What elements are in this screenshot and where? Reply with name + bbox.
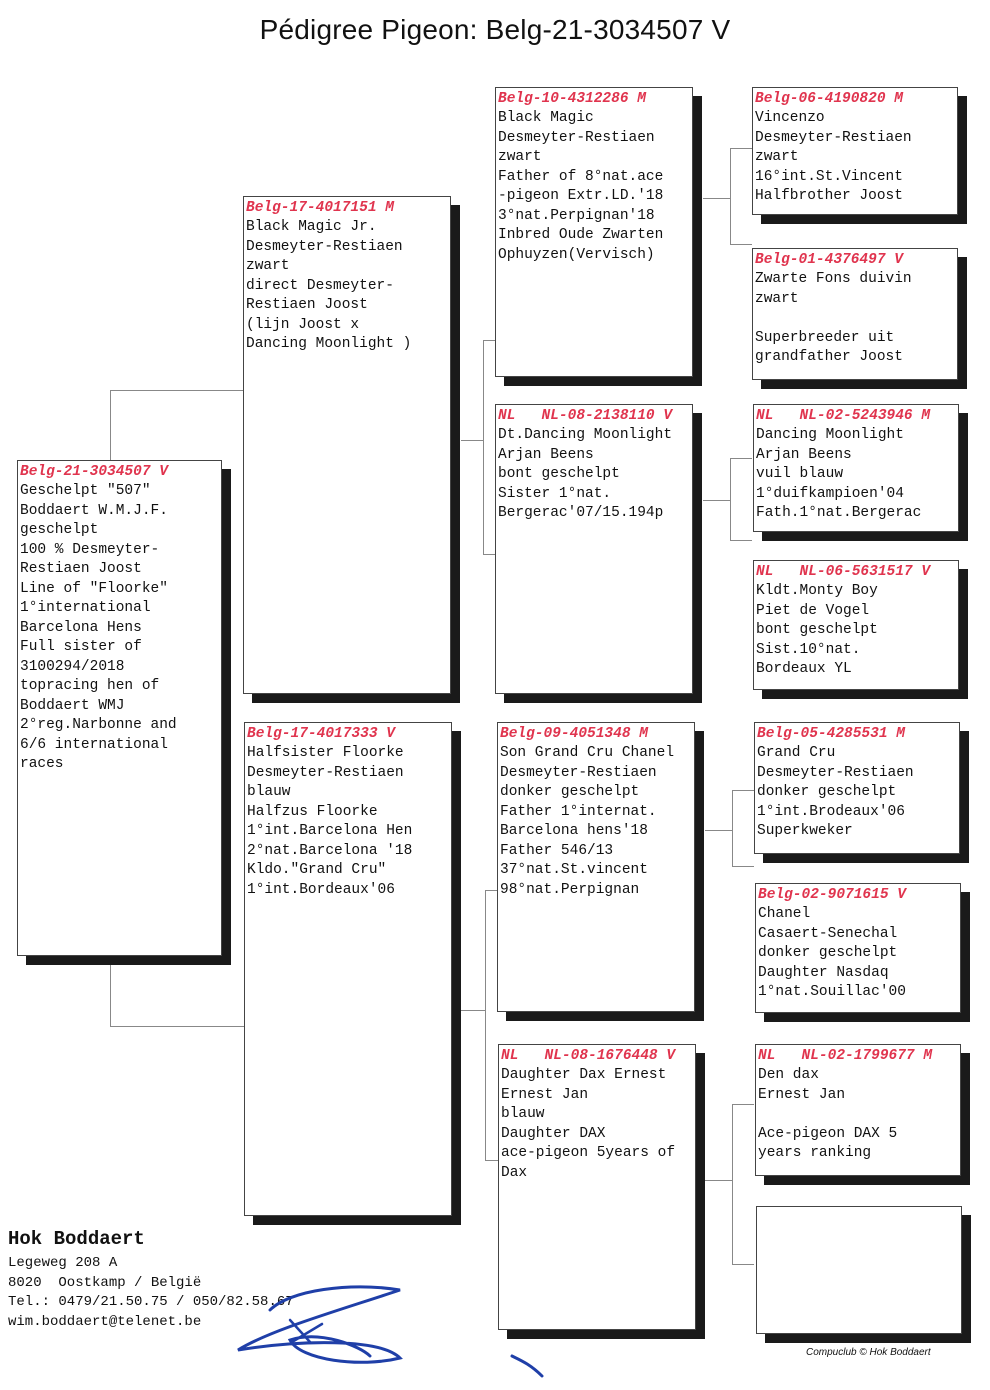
card-notes bbox=[756, 582, 958, 680]
card-line: zwart bbox=[755, 149, 799, 165]
card-notes bbox=[758, 905, 960, 1003]
pedigree-card-mmf bbox=[755, 1044, 961, 1176]
card-line: vuil blauw bbox=[756, 466, 844, 482]
card-line: 2°nat.Barcelona '18 bbox=[247, 842, 413, 859]
card-line: Boddaert W.M.J.F. bbox=[20, 502, 168, 519]
card-line: Desmeyter-Restiaen bbox=[247, 764, 404, 781]
card-line: Halfzus Floorke bbox=[247, 803, 378, 820]
card-line: blauw bbox=[247, 784, 291, 800]
connector-line bbox=[110, 956, 111, 1026]
card-line: Desmeyter-Restiaen bbox=[757, 764, 914, 781]
card-line: donker geschelpt bbox=[757, 784, 897, 800]
card-line: Halfbrother Joost bbox=[755, 188, 903, 204]
card-line: Full sister of bbox=[20, 639, 142, 655]
card-line: grandfather Joost bbox=[755, 349, 903, 365]
card-line: zwart bbox=[755, 290, 799, 307]
pedigree-card-mff bbox=[754, 722, 960, 854]
card-line: 6/6 international bbox=[20, 736, 168, 753]
ring-number: NL NL-02-5243946 M bbox=[756, 408, 931, 424]
connector-line bbox=[730, 458, 731, 540]
card-line: Sister 1°nat. bbox=[498, 485, 612, 502]
card-line: 1°duifkampioen'04 bbox=[756, 485, 904, 502]
card-line: 1°nat.Souillac'00 bbox=[758, 984, 906, 1000]
connector-line bbox=[732, 866, 754, 867]
card-line: Desmeyter-Restiaen bbox=[500, 764, 657, 781]
card-line: races bbox=[20, 756, 64, 772]
ring-number: Belg-21-3034507 V bbox=[20, 464, 168, 480]
pedigree-card-ffm bbox=[752, 248, 958, 380]
card-line: Arjan Beens bbox=[498, 446, 594, 463]
pedigree-card-mfm bbox=[755, 883, 961, 1013]
connector-line bbox=[703, 500, 730, 501]
card-line: Ophuyzen(Vervisch) bbox=[498, 246, 655, 263]
card-notes bbox=[498, 426, 692, 524]
connector-line bbox=[703, 198, 730, 199]
pedigree-card-mother bbox=[244, 722, 452, 1216]
card-notes bbox=[758, 1066, 960, 1164]
connector-line bbox=[732, 790, 754, 791]
card-notes bbox=[498, 109, 692, 265]
card-line: 3100294/2018 bbox=[20, 658, 125, 675]
card-line: Chanel bbox=[758, 906, 811, 922]
card-notes bbox=[755, 109, 957, 207]
card-notes bbox=[501, 1066, 695, 1183]
card-line: Superbreeder uit bbox=[755, 329, 895, 346]
page-title: Pédigree Pigeon: Belg-21-3034507 V bbox=[259, 14, 731, 45]
card-line: zwart bbox=[498, 149, 542, 165]
ring-number: NL NL-06-5631517 V bbox=[756, 564, 931, 580]
ring-number: NL NL-08-2138110 V bbox=[498, 408, 673, 424]
pedigree-card-father-mother bbox=[495, 404, 693, 694]
breeder-email: wim.boddaert@telenet.be bbox=[8, 1313, 202, 1330]
card-notes bbox=[246, 218, 450, 355]
ring-number: Belg-17-4017151 M bbox=[246, 200, 394, 216]
breeder-city: 8020 Oostkamp / België bbox=[8, 1274, 202, 1291]
pedigree-card-mmm-empty bbox=[756, 1206, 962, 1334]
card-line: Boddaert WMJ bbox=[20, 697, 125, 714]
card-line: 100 % Desmeyter- bbox=[20, 541, 160, 558]
connector-line bbox=[485, 890, 486, 1160]
card-notes bbox=[755, 270, 957, 368]
connector-line bbox=[705, 830, 732, 831]
card-notes bbox=[500, 744, 694, 900]
pedigree-card-father bbox=[243, 196, 451, 694]
connector-line bbox=[730, 148, 731, 244]
connector-line bbox=[485, 1160, 498, 1161]
card-line: 3°nat.Perpignan'18 bbox=[498, 207, 655, 224]
card-line: Father 1°internat. bbox=[500, 803, 657, 820]
card-line: Arjan Beens bbox=[756, 446, 852, 463]
card-notes bbox=[756, 426, 958, 524]
card-line: Sist.10°nat. bbox=[756, 641, 861, 658]
ring-number: Belg-02-9071615 V bbox=[758, 887, 906, 903]
card-line: 2°reg.Narbonne and bbox=[20, 717, 177, 733]
ring-number: NL NL-08-1676448 V bbox=[501, 1048, 676, 1064]
card-line: Kldo."Grand Cru" bbox=[247, 862, 387, 878]
connector-line bbox=[110, 390, 244, 391]
card-line: Black Magic bbox=[498, 110, 594, 126]
ring-number: Belg-06-4190820 M bbox=[755, 91, 903, 107]
connector-line bbox=[110, 390, 111, 464]
connector-line bbox=[705, 1180, 732, 1181]
card-line: Dax bbox=[501, 1164, 528, 1181]
card-line: Ace-pigeon DAX 5 bbox=[758, 1125, 898, 1142]
card-line: Barcelona hens'18 bbox=[500, 823, 648, 839]
connector-line bbox=[732, 790, 733, 866]
card-line: Fath.1°nat.Bergerac bbox=[756, 505, 922, 521]
card-notes bbox=[247, 744, 451, 900]
breeder-name: Hok Boddaert bbox=[8, 1228, 145, 1250]
card-line: Bordeaux YL bbox=[756, 661, 852, 677]
card-line: 98°nat.Perpignan bbox=[500, 881, 640, 898]
card-line: bont geschelpt bbox=[498, 466, 620, 482]
card-line: topracing hen of bbox=[20, 678, 160, 694]
card-line: Son Grand Cru Chanel bbox=[500, 745, 675, 761]
card-line: 1°int.Brodeaux'06 bbox=[757, 803, 905, 820]
software-credit: Compuclub © Hok Boddaert bbox=[806, 1347, 931, 1358]
ring-number: NL NL-02-1799677 M bbox=[758, 1048, 933, 1064]
pedigree-card-fmf bbox=[753, 404, 959, 532]
card-line: donker geschelpt bbox=[500, 784, 640, 800]
card-line: Superkweker bbox=[757, 823, 853, 839]
card-line: Geschelpt "507" bbox=[20, 483, 151, 499]
card-line: Daughter Nasdaq bbox=[758, 964, 889, 981]
card-line: bont geschelpt bbox=[756, 622, 878, 638]
connector-line bbox=[461, 440, 483, 441]
card-line: Bergerac'07/15.194p bbox=[498, 505, 664, 521]
card-line: Restiaen Joost bbox=[246, 297, 368, 313]
ring-number: Belg-01-4376497 V bbox=[755, 252, 903, 268]
card-line: Zwarte Fons duivin bbox=[755, 271, 912, 287]
pedigree-card-fff bbox=[752, 87, 958, 215]
card-line: Barcelona Hens bbox=[20, 619, 142, 636]
card-line: donker geschelpt bbox=[758, 945, 898, 961]
connector-line bbox=[461, 1010, 485, 1011]
card-line: direct Desmeyter- bbox=[246, 277, 394, 294]
breeder-address: Legeweg 208 A bbox=[8, 1255, 118, 1271]
card-line: Ernest Jan bbox=[501, 1086, 589, 1103]
ring-number: Belg-10-4312286 M bbox=[498, 91, 646, 107]
ring-number: Belg-05-4285531 M bbox=[757, 726, 905, 742]
card-line: Grand Cru bbox=[757, 745, 836, 761]
pedigree-card-father-father bbox=[495, 87, 693, 377]
card-line: Casaert-Senechal bbox=[758, 925, 898, 942]
connector-line bbox=[730, 148, 752, 149]
card-line: 1°int.Barcelona Hen bbox=[247, 823, 413, 839]
connector-line bbox=[732, 1264, 754, 1265]
breeder-phone: Tel.: 0479/21.50.75 / 050/82.58.67 bbox=[8, 1294, 294, 1310]
card-line: -pigeon Extr.LD.'18 bbox=[498, 188, 664, 204]
card-line: Father 546/13 bbox=[500, 842, 614, 859]
card-line bbox=[755, 309, 957, 329]
card-line: (lijn Joost x bbox=[246, 316, 360, 333]
connector-line bbox=[730, 244, 752, 245]
card-line: Ernest Jan bbox=[758, 1086, 846, 1103]
card-line: 37°nat.St.vincent bbox=[500, 862, 648, 878]
card-line: Desmeyter-Restiaen bbox=[755, 129, 912, 146]
card-line: 16°int.St.Vincent bbox=[755, 168, 903, 185]
card-line: zwart bbox=[246, 258, 290, 274]
card-line: 1°int.Bordeaux'06 bbox=[247, 881, 395, 898]
pedigree-card-mother-father bbox=[497, 722, 695, 1012]
card-line bbox=[758, 1105, 960, 1125]
card-line: ace-pigeon 5years of bbox=[501, 1145, 676, 1161]
card-line: Dancing Moonlight bbox=[756, 427, 904, 443]
connector-line bbox=[483, 340, 484, 554]
connector-line bbox=[732, 1104, 733, 1264]
handwritten-signature bbox=[230, 1280, 550, 1390]
pedigree-card-subject bbox=[17, 460, 222, 956]
card-line: Daughter Dax Ernest bbox=[501, 1067, 667, 1083]
card-line: Halfsister Floorke bbox=[247, 745, 404, 761]
card-line: Line of "Floorke" bbox=[20, 580, 168, 597]
ring-number: Belg-09-4051348 M bbox=[500, 726, 648, 742]
card-line: Desmeyter-Restiaen bbox=[246, 238, 403, 255]
card-line: geschelpt bbox=[20, 522, 99, 538]
card-line: Desmeyter-Restiaen bbox=[498, 129, 655, 146]
card-line: Black Magic Jr. bbox=[246, 219, 377, 235]
card-line: Inbred Oude Zwarten bbox=[498, 227, 664, 243]
card-line: Daughter DAX bbox=[501, 1125, 606, 1142]
connector-line bbox=[730, 540, 752, 541]
card-line: 1°international bbox=[20, 600, 151, 616]
card-line: Den dax bbox=[758, 1067, 819, 1083]
connector-line bbox=[110, 1026, 244, 1027]
card-line: Dt.Dancing Moonlight bbox=[498, 427, 673, 443]
ring-number: Belg-17-4017333 V bbox=[247, 726, 395, 742]
card-line: Dancing Moonlight ) bbox=[246, 336, 412, 352]
card-line: blauw bbox=[501, 1106, 545, 1122]
card-line: years ranking bbox=[758, 1145, 872, 1161]
pedigree-card-fmm bbox=[753, 560, 959, 690]
connector-line bbox=[730, 458, 752, 459]
connector-line bbox=[732, 1104, 754, 1105]
card-line: Kldt.Monty Boy bbox=[756, 583, 878, 599]
card-line: Piet de Vogel bbox=[756, 602, 870, 619]
card-line: Father of 8°nat.ace bbox=[498, 168, 664, 185]
card-line: Vincenzo bbox=[755, 110, 825, 126]
card-notes bbox=[20, 482, 221, 775]
card-line: Restiaen Joost bbox=[20, 561, 142, 577]
card-notes bbox=[757, 744, 959, 842]
